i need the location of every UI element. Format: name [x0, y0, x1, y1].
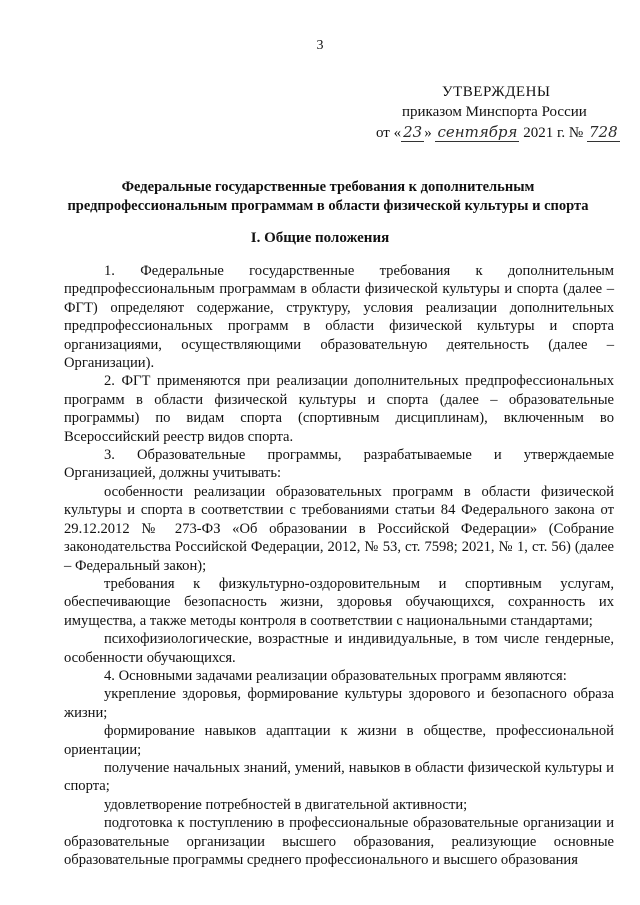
handwritten-month: сентября	[437, 123, 518, 141]
date-prefix: от «	[376, 125, 402, 141]
approval-title: УТВЕРЖДЕНЫ	[442, 84, 551, 100]
page-number: 3	[316, 38, 324, 53]
paragraph: укрепление здоровья, формирование культуры здорового и безопасного образа жизни;	[64, 686, 614, 721]
document-title: Федеральные государственные требования к дополнительным предпрофессиональным программам в области физической культуры и спорта	[67, 179, 589, 214]
paragraph: 1. Федеральные государственные требования к дополнительным предпрофессиональным программам в области физической культуры и спорта (далее – ФГТ) определяют содержание, структуру, условия реализации дополнительных предпрофессиональных программ в области физической культуры и спорта организациями, осуществляющими образовательную деятельность (далее – Организации).	[64, 263, 614, 372]
section-heading: I. Общие положения	[250, 230, 390, 246]
handwritten-day: 23	[403, 123, 423, 141]
paragraph: получение начальных знаний, умений, навыков в области физической культуры и спорта;	[64, 759, 614, 795]
paragraph: 4. Основными задачами реализации образовательных программ являются:	[104, 667, 567, 684]
date-year: 2021 г. №	[519, 125, 587, 141]
document-body	[64, 262, 614, 869]
paragraph: подготовка к поступлению в профессиональные образовательные организации и образовательные организации высшего образования, реализующие основные образовательные программы среднего профессионального и высшего образования	[64, 815, 614, 868]
handwritten-number: 728	[589, 123, 618, 141]
paragraph: особенности реализации образовательных программ в области физической культуры и спорта в соответствии с требованиями статьи 84 Федерального закона от 29.12.2012 № 273-ФЗ «Об образовании в Российской Федерации» (Собрание законодательства Российской Федерации, 2012, № 53, ст. 7598; 2021, № 1, ст. 56) (далее – Федеральный закон);	[64, 483, 614, 574]
approval-order: приказом Минспорта России	[402, 104, 587, 120]
approval-stamp	[372, 82, 622, 143]
paragraph: 2. ФГТ применяются при реализации дополнительных предпрофессиональных программ в области физической культуры и спорта (далее – образовательные программы) по видам спорта (спортивным дисциплинам), включенным во Всероссийский реестр видов спорта.	[64, 373, 614, 445]
approval-date-line	[372, 122, 622, 143]
paragraph: требования к физкультурно-оздоровительным и спортивным услугам, обеспечивающие безопасность жизни, здоровья обучающихся, сохранность их имущества, а также методы контроля в соответствии с национальными стандартами;	[64, 575, 614, 629]
paragraph: удовлетворение потребностей в двигательной активности;	[104, 796, 468, 813]
paragraph: 3. Образовательные программы, разрабатываемые и утверждаемые Организацией, должны учитывать:	[64, 447, 614, 482]
date-mid: »	[424, 125, 436, 141]
paragraph: формирование навыков адаптации к жизни в обществе, профессиональной ориентации;	[64, 723, 614, 758]
paragraph: психофизиологические, возрастные и индивидуальные, в том числе гендерные, особенности обучающихся.	[64, 631, 614, 666]
